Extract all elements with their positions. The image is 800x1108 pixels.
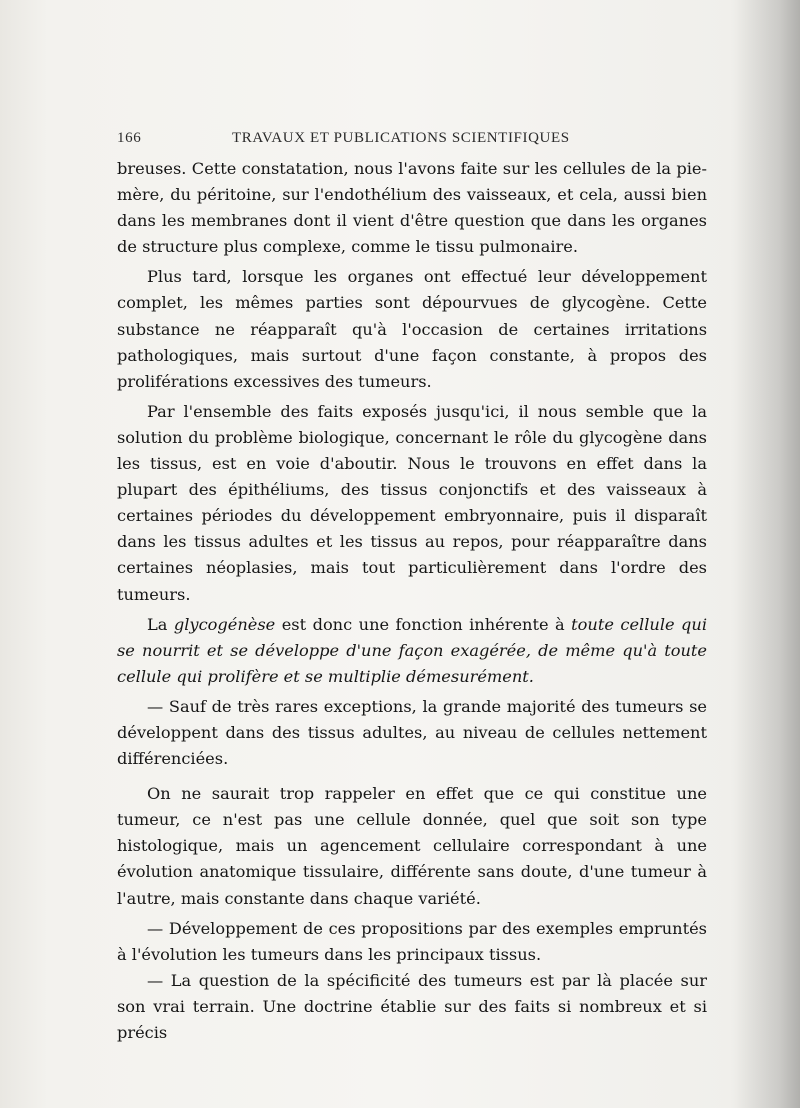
paragraph: Par l'ensemble des faits exposés jusqu'ici, il nous semble que la solution du problème biologique, concernant le rôle du glycogène dans les tissus, est en voie d'aboutir. Nous le trouvons en effet dans la plupart des épithéliums, des tissus conjonctifs et des vaisseaux à certaines périodes du développement embryonnaire, puis il disparaît dans les tissus adultes et les tissus au repos, pour réapparaître dans certaines néoplasies, mais tout particulièrement dans l'ordre des tumeurs.	[117, 401, 707, 604]
paragraph: breuses. Cette constatation, nous l'avons faite sur les cellules de la pie-mère, du péritoine, sur l'endothélium des vaisseaux, et cela, aussi bien dans les membranes dont il vient d'être question que dans les organes de structure plus complexe, comme le tissu pulmonaire.	[117, 159, 707, 257]
running-title: TRAVAUX ET PUBLICATIONS SCIENTIFIQUES	[232, 130, 570, 146]
body-text	[117, 156, 707, 1046]
paragraph-text: La	[147, 614, 174, 634]
paragraph: — Sauf de très rares exceptions, la grande majorité des tumeurs se développent dans des tissus adultes, au niveau de cellules nettement différenciées.	[117, 696, 707, 769]
paragraph: Plus tard, lorsque les organes ont effectué leur développement complet, les mêmes parties sont dépourvues de glycogène. Cette substance ne réapparaît qu'à l'occasion de certaines irritations pathologiques, mais surtout d'une façon constante, à propos des proliférations excessives des tumeurs.	[117, 267, 707, 391]
paragraph: — Développement de ces propositions par des exemples empruntés à l'évolution les tumeurs dans les principaux tissus.	[117, 918, 707, 964]
paragraph: — La question de la spécificité des tumeurs est par là placée sur son vrai terrain. Une doctrine établie sur des faits si nombreux et si précis	[117, 970, 707, 1042]
page-number: 166	[117, 130, 142, 146]
italic-phrase: toute cellule qui se nourrit et se développe d'une façon exagérée, de même qu'à toute cellule qui prolifère et se multiplie démesurément.	[117, 614, 708, 686]
page-edge-shadow	[730, 0, 800, 1108]
page-header	[117, 130, 710, 150]
paragraph: On ne saurait trop rappeler en effet que ce qui constitue une tumeur, ce n'est pas une cellule donnée, quel que soit son type histologique, mais un agencement cellulaire correspondant à une évolution anatomique tissulaire, différente sans doute, d'une tumeur à l'autre, mais constante dans chaque variété.	[117, 784, 707, 908]
italic-term: glycogénèse	[173, 614, 276, 634]
paragraph-text: est donc une fonction inhérente à	[275, 614, 572, 634]
paragraph-glycogenese	[117, 612, 707, 690]
